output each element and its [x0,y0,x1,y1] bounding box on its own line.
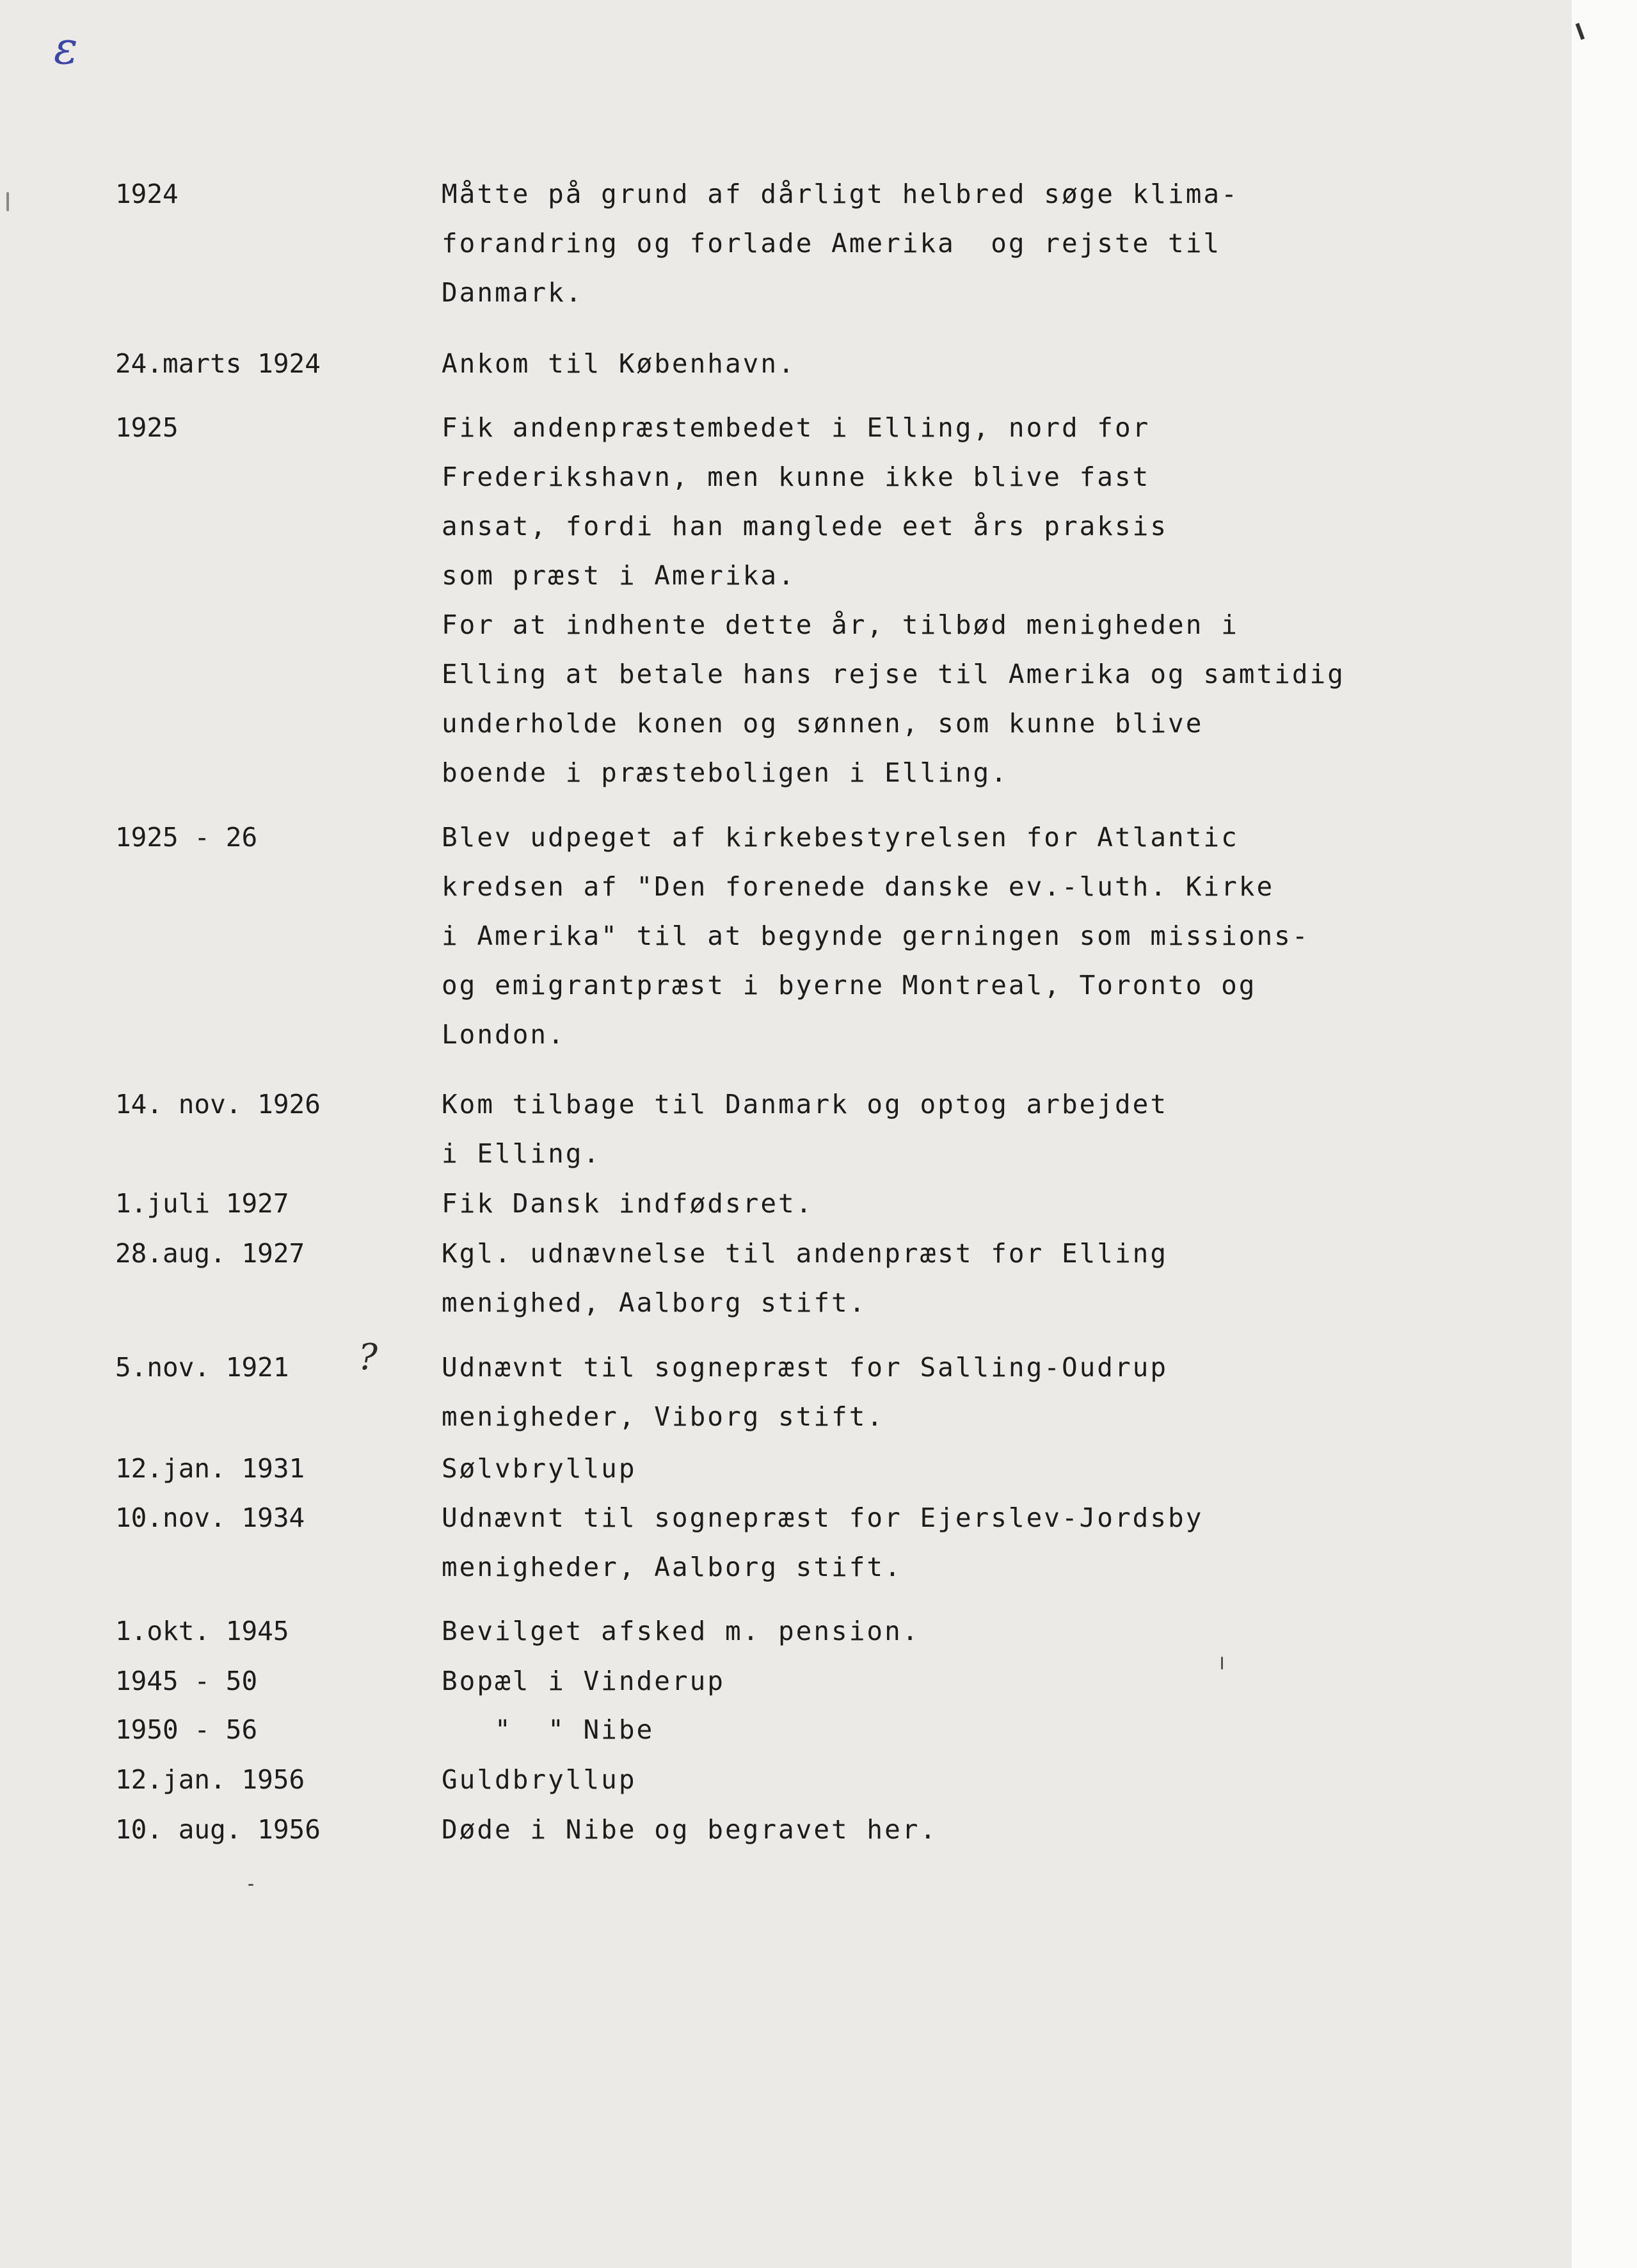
entry-line: og emigrantpræst i byerne Montreal, Toronto og [442,970,1257,1001]
entry-date: 24.marts 1924 [115,348,321,379]
entry-line: Danmark. [442,277,584,308]
entry-line: For at indhente dette år, tilbød menigheden i [442,609,1239,640]
entry-line: Kgl. udnævnelse til andenpræst for Elling [442,1238,1169,1269]
entry-line: menigheder, Viborg stift. [442,1401,885,1432]
entry-line: " " Nibe [442,1714,655,1745]
entry-line: Fik Dansk indfødsret. [442,1188,814,1219]
paper-speck [6,192,9,211]
entry-date: 1950 - 56 [115,1714,258,1745]
entry-date: 14. nov. 1926 [115,1089,321,1120]
entry-date: 1945 - 50 [115,1666,258,1696]
entry-date: 1.okt. 1945 [115,1616,289,1646]
entry-text [442,1229,1542,1328]
entry-text [442,1343,1542,1442]
entry-line: menighed, Aalborg stift. [442,1287,867,1318]
entry-text [442,339,1542,389]
entry-line: menigheder, Aalborg stift. [442,1552,902,1582]
entry-date: 1925 [115,412,179,443]
entry-date: 12.jan. 1931 [115,1453,305,1484]
entry-line: Blev udpeget af kirkebestyrelsen for Atlantic [442,822,1239,853]
entry-line: i Elling. [442,1138,602,1169]
entry-text [442,813,1542,1059]
entry-line: Ankom til København. [442,348,796,379]
entry-text [442,1080,1542,1178]
entry-text [442,1657,1542,1706]
entry-line: som præst i Amerika. [442,560,796,591]
entry-line: Fik andenpræstembedet i Elling, nord for [442,412,1151,443]
entry-date: 5.nov. 1921 [115,1352,289,1383]
entry-line: ansat, fordi han manglede eet års praksis [442,511,1169,542]
entry-text [442,1805,1542,1854]
entry-line: Døde i Nibe og begravet her. [442,1814,938,1845]
entry-date: 28.aug. 1927 [115,1238,305,1269]
entry-date: 1.juli 1927 [115,1188,289,1219]
entry-text [442,1493,1542,1592]
entry-text [442,1705,1542,1755]
entry-line: Sølvbryllup [442,1453,637,1484]
paper-speck [248,1884,253,1886]
entry-date: 10. aug. 1956 [115,1814,321,1845]
entry-date: 12.jan. 1956 [115,1764,305,1795]
entry-line: underholde konen og sønnen, som kunne blive [442,708,1204,739]
entry-line: Bopæl i Vinderup [442,1666,725,1696]
entry-text [442,170,1542,318]
entry-date: 10.nov. 1934 [115,1502,305,1533]
handwritten-query-mark: ? [358,1337,378,1378]
page-edge [1572,0,1637,2268]
entry-text [442,403,1542,798]
entry-line: Udnævnt til sognepræst for Salling-Oudrup [442,1352,1169,1383]
entry-line: Kom tilbage til Danmark og optog arbejdet [442,1089,1169,1120]
entry-text [442,1444,1542,1493]
entry-line: Elling at betale hans rejse til Amerika og samtidig [442,659,1345,689]
paper-speck [1221,1657,1223,1669]
entry-text [442,1179,1542,1228]
entry-line: i Amerika" til at begynde gerningen som missions- [442,921,1310,951]
entry-line: Bevilget afsked m. pension. [442,1616,920,1646]
entry-line: Guldbryllup [442,1764,637,1795]
entry-text [442,1607,1542,1656]
entry-line: kredsen af "Den forenede danske ev.-luth. Kirke [442,871,1275,902]
entry-line: London. [442,1019,566,1050]
entry-line: Frederikshavn, men kunne ikke blive fast [442,462,1151,492]
entry-date: 1925 - 26 [115,822,258,853]
entry-line: boende i præsteboligen i Elling. [442,757,1009,788]
entry-date: 1924 [115,179,179,209]
entry-line: Måtte på grund af dårligt helbred søge klima- [442,179,1239,209]
entry-line: Udnævnt til sognepræst for Ejerslev-Jordsby [442,1502,1204,1533]
entry-text [442,1755,1542,1805]
page-number-mark: ε [54,22,78,74]
entry-line: forandring og forlade Amerika og rejste til [442,228,1222,259]
